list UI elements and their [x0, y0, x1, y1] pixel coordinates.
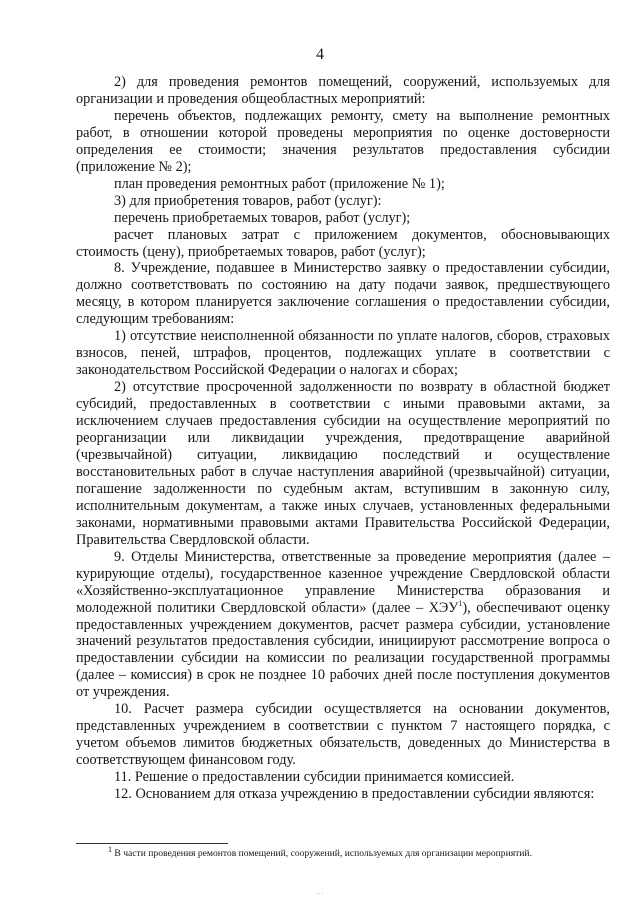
paragraph-item-2-repairs: 2) для проведения ремонтов помещений, сооружений, используемых для организации и проведения общеобластных мероприятий:: [76, 74, 610, 107]
footnote: [0, 844, 640, 860]
document-body: [76, 74, 610, 803]
paragraph-requirement-2: 2) отсутствие просроченной задолженности по возврату в областной бюджет субсидий, предоставленных в соответствии с иными правовыми актами, за исключением случаев предоставления субсидии на осуществление мероприятий по реорганизации или ликвидации учреждения, предотвращение аварийной (чрезвычайной) ситуации, ликвидацию последствий и осуществление восстановительных работ в случае наступления аварийной (чрезвычайной) ситуации, погашение задолженности по судебным актам, вступившим в законную силу, исполнительным документам, а также иных случаев, установленных федеральными законами, нормативными правовыми актами Правительства Российской Федерации, Правительства Свердловской области.: [76, 379, 610, 548]
footnote-divider: [76, 843, 228, 844]
paragraph-9-departments: [76, 549, 610, 702]
footnote-reference: 1: [458, 598, 463, 608]
paragraph-9-text-start: 9. Отделы Министерства, ответственные за проведение мероприятия (далее – курирующие отделы), государственное казенное учреждение Свердловской области «Хозяйственно-эксплуатационное управление Министерства образования и молодежной политики Свердловской области» (далее – ХЭУ: [76, 548, 610, 616]
paragraph-9-text-end: ), обеспечивают оценку предоставленных учреждением документов, расчет размера субсидии, установление значений результатов предоставления субсидии, инициируют рассмотрение вопроса о предоставлении субсидии на комиссии по реализации государственной программы (далее – комиссия) в срок не позднее 10 рабочих дней после поступления документов от учреждения.: [76, 599, 610, 701]
paragraph-11-decision: 11. Решение о предоставлении субсидии принимается комиссией.: [114, 769, 515, 786]
paragraph-item-3-goods: 3) для приобретения товаров, работ (услуг):: [114, 192, 382, 209]
paragraph-12-refusal-grounds: 12. Основанием для отказа учреждению в предоставлении субсидии являются:: [114, 786, 595, 803]
paragraph-repair-objects-list: перечень объектов, подлежащих ремонту, смету на выполнение ремонтных работ, в отношении которой проведены мероприятия по оценке достоверности определения ее стоимости; значения результатов предоставления субсидии (приложение № 2);: [76, 107, 610, 175]
paragraph-8-requirements: 8. Учреждение, подавшее в Министерство заявку о предоставлении субсидии, должно соответствовать по состоянию на дату подачи заявок, предшествующего месяцу, в котором планируется заключение соглашения о предоставлении субсидии, следующим требованиям:: [76, 260, 610, 328]
footnote-marker: 1: [108, 844, 112, 854]
footnote-text: В части проведения ремонтов помещений, сооружений, используемых для организации мероприятий.: [112, 848, 532, 859]
paragraph-repair-plan: план проведения ремонтных работ (приложение № 1);: [114, 175, 445, 192]
paragraph-requirement-1: 1) отсутствие неисполненной обязанности по уплате налогов, сборов, страховых взносов, пеней, штрафов, процентов, подлежащих уплате в соответствии с законодательством Российской Федерации о налогах и сборах;: [76, 328, 610, 379]
bottom-page-marker: ...: [315, 888, 325, 896]
paragraph-goods-list: перечень приобретаемых товаров, работ (услуг);: [114, 209, 411, 226]
paragraph-cost-calculation: расчет плановых затрат с приложением документов, обосновывающих стоимость (цену), приобретаемых товаров, работ (услуг);: [76, 226, 610, 260]
paragraph-10-calculation: 10. Расчет размера субсидии осуществляется на основании документов, представленных учреждением в соответствии с пунктом 7 настоящего порядка, с учетом объемов лимитов бюджетных обязательств, доведенных до Министерства в соответствующем финансовом году.: [76, 701, 610, 769]
page-number: 4: [316, 46, 324, 63]
